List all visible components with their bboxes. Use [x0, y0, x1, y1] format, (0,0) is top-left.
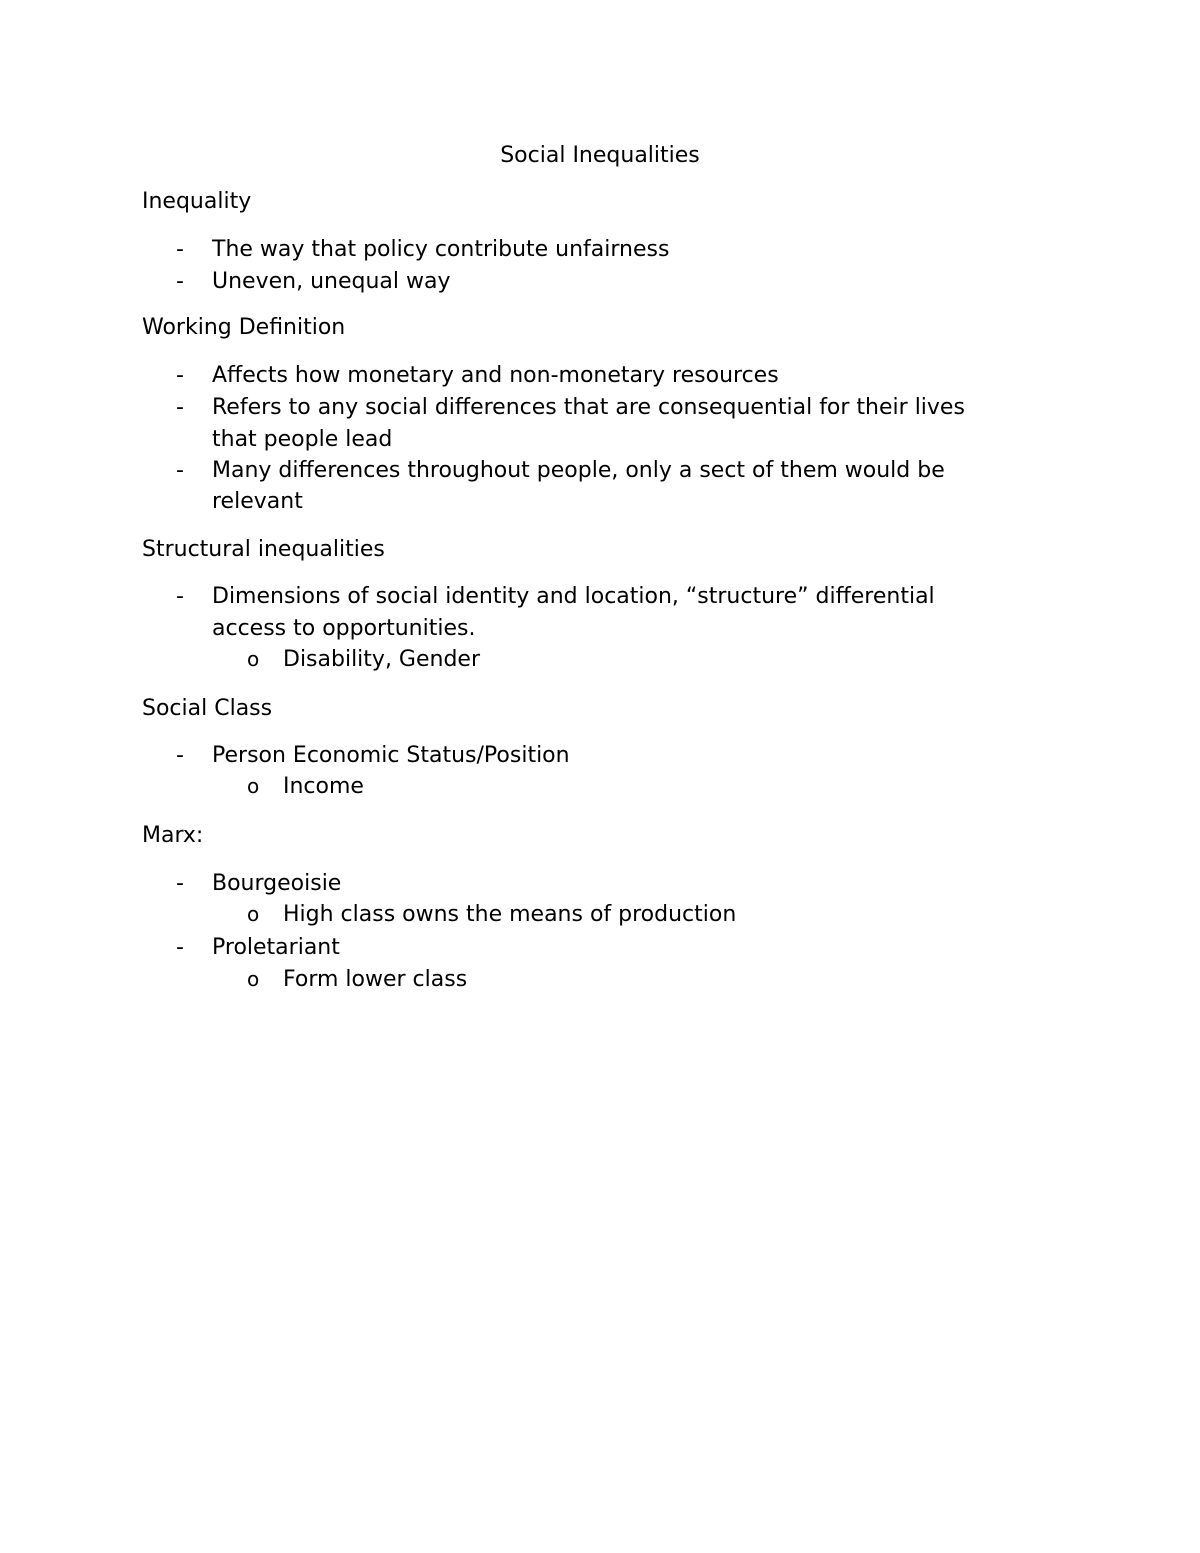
section-heading-structural-inequalities: Structural inequalities: [142, 537, 385, 562]
list-item-text: The way that policy contribute unfairness: [212, 237, 670, 262]
section-heading-social-class: Social Class: [142, 696, 273, 721]
list-item-text: relevant: [212, 489, 303, 514]
list-item-text: Dimensions of social identity and location, “structure” differential: [212, 584, 935, 609]
circle-bullet: o: [247, 774, 260, 798]
section-heading-working-definition: Working Definition: [142, 315, 346, 340]
list-item-text: Uneven, unequal way: [212, 269, 451, 294]
sub-list-item-text: High class owns the means of production: [283, 902, 737, 927]
dash-bullet: -: [176, 395, 184, 420]
sub-list-item-text: Income: [283, 774, 364, 799]
dash-bullet: -: [176, 458, 184, 483]
document-title: Social Inequalities: [500, 143, 700, 168]
list-item-text: access to opportunities.: [212, 616, 476, 641]
list-item-text: Person Economic Status/Position: [212, 743, 570, 768]
list-item-text: Proletariant: [212, 935, 340, 960]
dash-bullet: -: [176, 584, 184, 609]
dash-bullet: -: [176, 269, 184, 294]
dash-bullet: -: [176, 237, 184, 262]
list-item-text: Bourgeoisie: [212, 871, 342, 896]
section-heading-marx: Marx:: [142, 823, 204, 848]
sub-list-item-text: Disability, Gender: [283, 647, 481, 672]
list-item-text: Affects how monetary and non-monetary resources: [212, 363, 779, 388]
dash-bullet: -: [176, 363, 184, 388]
dash-bullet: -: [176, 935, 184, 960]
dash-bullet: -: [176, 871, 184, 896]
sub-list-item-text: Form lower class: [283, 967, 468, 992]
list-item-text: Many differences throughout people, only a sect of them would be: [212, 458, 945, 483]
section-heading-inequality: Inequality: [142, 189, 252, 214]
circle-bullet: o: [247, 902, 260, 926]
list-item-text: Refers to any social differences that are consequential for their lives: [212, 395, 965, 420]
list-item-text: that people lead: [212, 427, 393, 452]
dash-bullet: -: [176, 743, 184, 768]
circle-bullet: o: [247, 967, 260, 991]
circle-bullet: o: [247, 647, 260, 671]
